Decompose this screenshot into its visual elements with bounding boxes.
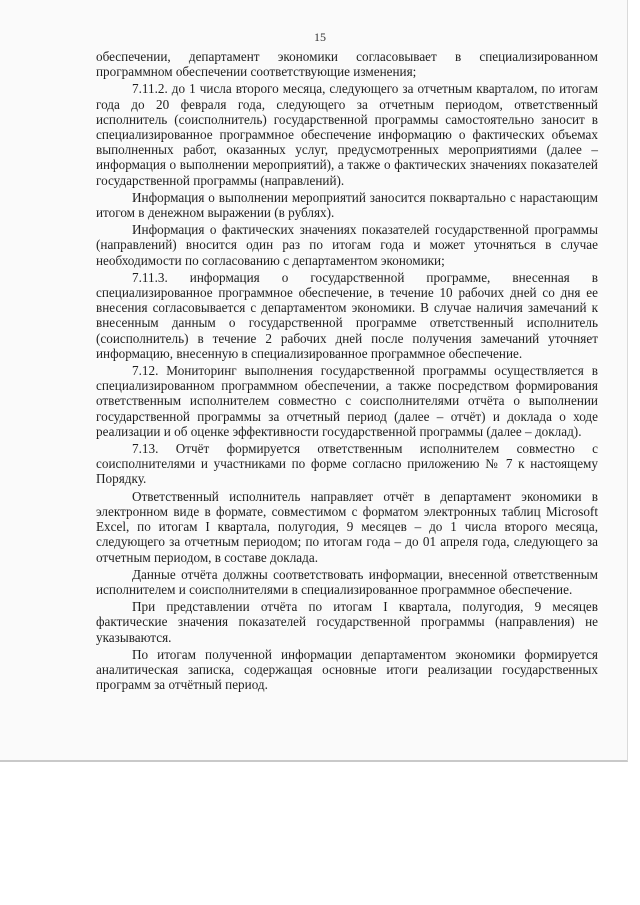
paragraph: 7.13. Отчёт формируется ответственным исполнителем совместно с соисполнителями и участниками по форме согласно приложению № 7 к настоящему Порядку. — [96, 441, 598, 487]
paragraph: обеспечении, департамент экономики согласовывает в специализированном программном обеспечении соответствующие изменения; — [96, 49, 598, 80]
paragraph: Данные отчёта должны соответствовать информации, внесенной ответственным исполнителем и соисполнителями в специализированное программное обеспечение. — [96, 566, 598, 597]
paragraph: 7.11.3. информация о государственной программе, внесенная в специализированное программное обеспечение, в течение 10 рабочих дней со дня ее внесения согласовывается с департаментом экономики. В случае наличия замечаний к внесенным данным о государственной программе ответственный исполнитель (соисполнитель) в течение 2 рабочих дней после получения замечаний уточняет информацию, внесенную в специализированное программное обеспечение. — [96, 269, 598, 361]
paragraph: По итогам полученной информации департаментом экономики формируется аналитическая записка, содержащая основные итоги реализации государственных программ за отчётный период. — [96, 646, 598, 693]
page-number: 15 — [314, 30, 326, 44]
paragraph: При представлении отчёта по итогам I квартала, полугодия, 9 месяцев фактические значения показателей государственной программы (направления) не указываются. — [96, 599, 598, 645]
paragraph: 7.12. Мониторинг выполнения государственной программы осуществляется в специализированном программном обеспечении, а также посредством формирования ответственным исполнителем совместно с соисполнителями отчёта о выполнении государственной программы за отчетный период (далее – отчёт) и доклада о ходе реализации и об оценке эффективности государственной программы (далее – доклад). — [96, 363, 598, 439]
paragraph: 7.11.2. до 1 числа второго месяца, следующего за отчетным кварталом, по итогам года до 20 февраля года, следующего за отчетным периодом, ответственный исполнитель (соисполнитель) государственной программы самостоятельно заносит в специализированное программное обеспечение информацию о фактических объемах выполненных работ, оказанных услуг, предусмотренных мероприятиями (далее – информация о выполнении мероприятий), а также о фактических значениях показателей государственной программы (направлений). — [96, 81, 598, 188]
paragraph: Информация о выполнении мероприятий заносится поквартально с нарастающим итогом в денежном выражении (в рублях). — [96, 189, 598, 221]
document-body — [96, 49, 598, 694]
paragraph: Ответственный исполнитель направляет отчёт в департамент экономики в электронном виде в формате, совместимом с форматом электронных таблиц Microsoft Excel, по итогам I квартала, полугодия, 9 месяцев – до 1 числа второго месяца, следующего за отчетным периодом; по итогам года – до 01 апреля года, следующего за отчетным периодом, в составе доклада. — [96, 488, 598, 565]
paragraph: Информация о фактических значениях показателей государственной программы (направлений) вносится один раз по итогам года и может уточняться в случае необходимости по согласованию с департаментом экономики; — [96, 222, 598, 268]
